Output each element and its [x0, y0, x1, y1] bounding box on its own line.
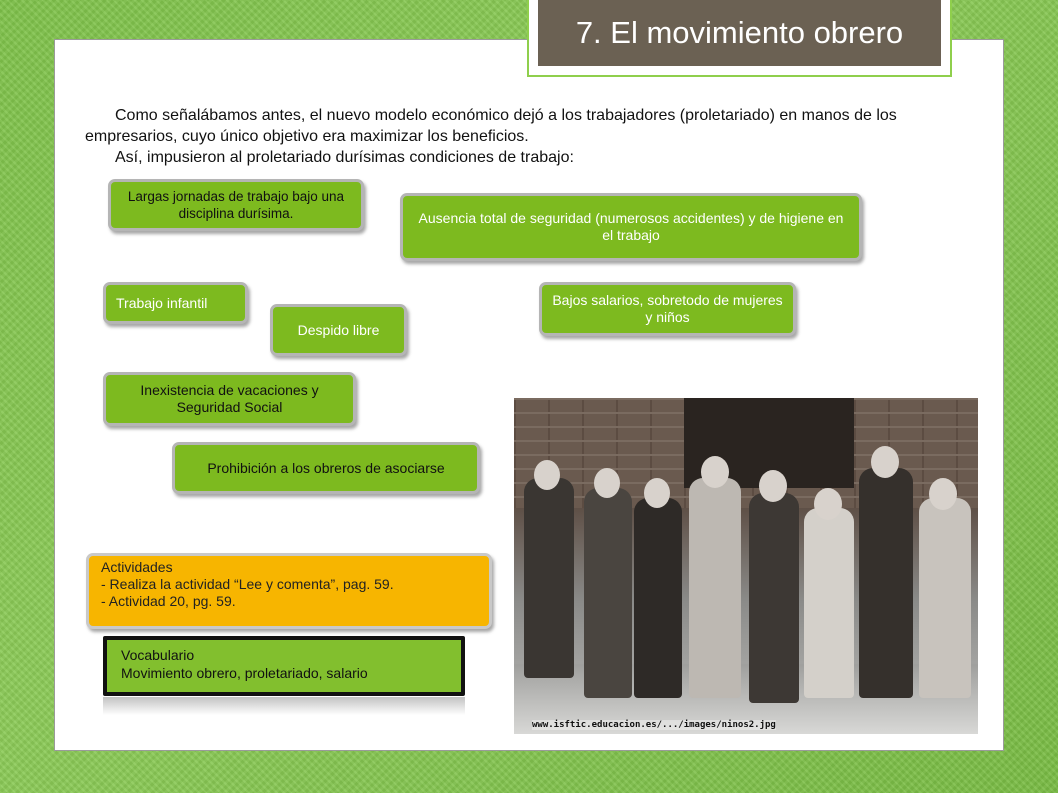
actividades-item-2: - Actividad 20, pg. 59.	[101, 593, 236, 609]
photo-figure-head	[594, 468, 620, 498]
actividades-item-1: - Realiza la actividad “Lee y comenta”, pag. 59.	[101, 576, 394, 592]
photo-figure-head	[871, 446, 899, 478]
condition-asociarse: Prohibición a los obreros de asociarse	[172, 442, 480, 494]
photo-figure	[634, 498, 682, 698]
condition-jornadas: Largas jornadas de trabajo bajo una disciplina durísima.	[108, 179, 364, 231]
photo-figure-head	[814, 488, 842, 520]
condition-seguridad: Ausencia total de seguridad (numerosos accidentes) y de higiene en el trabajo	[400, 193, 862, 261]
intro-line-2: Así, impusieron al proletariado durísimas condiciones de trabajo:	[115, 149, 574, 166]
photo-figure-head	[534, 460, 560, 490]
photo-figure	[524, 478, 574, 678]
photo-figure	[584, 488, 632, 698]
vocabulario-box	[103, 636, 465, 696]
photo-figure	[689, 478, 741, 698]
intro-line-1: Como señalábamos antes, el nuevo modelo económico dejó a los trabajadores (proletariado) en manos de los empresarios, cuyo único objetivo era maximizar los beneficios.	[85, 107, 897, 145]
intro-paragraph	[85, 105, 985, 168]
photo-figure-head	[701, 456, 729, 488]
vocabulario-terms: Movimiento obrero, proletariado, salario	[121, 665, 368, 681]
photo-credit: www.isftic.educacion.es/.../images/ninos2.jpg	[532, 720, 776, 730]
photo-figure	[859, 468, 913, 698]
photo-figure-head	[644, 478, 670, 508]
photo-figure	[919, 498, 971, 698]
title-frame	[527, 0, 952, 77]
vocabulario-reflection	[103, 697, 465, 715]
child-workers-photo	[514, 398, 978, 734]
actividades-heading: Actividades	[101, 559, 173, 575]
condition-infantil: Trabajo infantil	[103, 282, 248, 324]
photo-figure	[804, 508, 854, 698]
actividades-box	[86, 553, 492, 629]
condition-salarios: Bajos salarios, sobretodo de mujeres y niños	[539, 282, 796, 336]
condition-vacaciones: Inexistencia de vacaciones y Seguridad Social	[103, 372, 356, 426]
photo-figure-head	[929, 478, 957, 510]
vocabulario-heading: Vocabulario	[121, 647, 195, 663]
photo-figure-head	[759, 470, 787, 502]
condition-despido: Despido libre	[270, 304, 407, 356]
slide-title: 7. El movimiento obrero	[538, 0, 941, 66]
photo-figure	[749, 493, 799, 703]
